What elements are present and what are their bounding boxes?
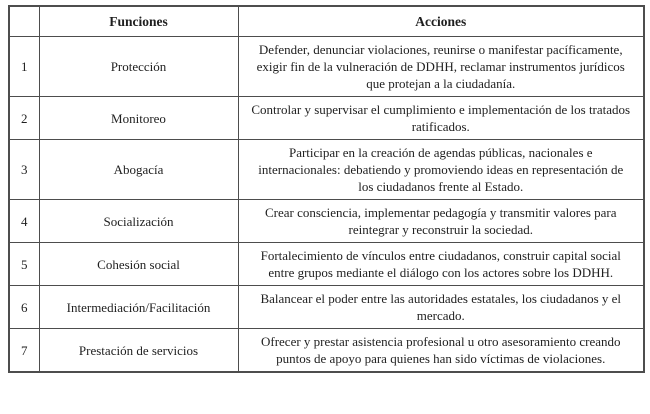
row-number-cell: 5 bbox=[9, 243, 39, 286]
header-funciones: Funciones bbox=[39, 6, 238, 37]
table-row bbox=[9, 200, 644, 243]
header-index-cell bbox=[9, 6, 39, 37]
header-acciones: Acciones bbox=[238, 6, 644, 37]
accion-cell: Defender, denunciar violaciones, reunirse o manifestar pacíficamente, exigir fin de la vulneración de DDHH, reclamar instrumentos jurídicos que protejan a la ciudadanía. bbox=[238, 37, 644, 97]
table-row bbox=[9, 97, 644, 140]
funciones-acciones-table bbox=[8, 5, 645, 373]
funcion-cell: Intermediación/Facilitación bbox=[39, 286, 238, 329]
row-number-cell: 1 bbox=[9, 37, 39, 97]
table-row bbox=[9, 286, 644, 329]
table-body bbox=[9, 37, 644, 373]
funcion-cell: Socialización bbox=[39, 200, 238, 243]
funcion-cell: Protección bbox=[39, 37, 238, 97]
table-row bbox=[9, 329, 644, 373]
row-number-cell: 6 bbox=[9, 286, 39, 329]
funcion-cell: Cohesión social bbox=[39, 243, 238, 286]
funcion-cell: Abogacía bbox=[39, 140, 238, 200]
accion-cell: Participar en la creación de agendas públicas, nacionales e internacionales: debatiendo y promoviendo ideas en representación de los ciudadanos frente al Estado. bbox=[238, 140, 644, 200]
funcion-cell: Monitoreo bbox=[39, 97, 238, 140]
row-number-cell: 3 bbox=[9, 140, 39, 200]
header-row bbox=[9, 6, 644, 37]
table-row bbox=[9, 243, 644, 286]
accion-cell: Crear consciencia, implementar pedagogía y transmitir valores para reintegrar y reconstruir la sociedad. bbox=[238, 200, 644, 243]
accion-cell: Fortalecimiento de vínculos entre ciudadanos, construir capital social entre grupos mediante el diálogo con los actores sobre los DDHH. bbox=[238, 243, 644, 286]
row-number-cell: 2 bbox=[9, 97, 39, 140]
row-number-cell: 7 bbox=[9, 329, 39, 373]
table-row bbox=[9, 37, 644, 97]
row-number-cell: 4 bbox=[9, 200, 39, 243]
table-row bbox=[9, 140, 644, 200]
accion-cell: Ofrecer y prestar asistencia profesional u otro asesoramiento creando puntos de apoyo para quienes han sido víctimas de violaciones. bbox=[238, 329, 644, 373]
accion-cell: Controlar y supervisar el cumplimiento e implementación de los tratados ratificados. bbox=[238, 97, 644, 140]
funcion-cell: Prestación de servicios bbox=[39, 329, 238, 373]
accion-cell: Balancear el poder entre las autoridades estatales, los ciudadanos y el mercado. bbox=[238, 286, 644, 329]
